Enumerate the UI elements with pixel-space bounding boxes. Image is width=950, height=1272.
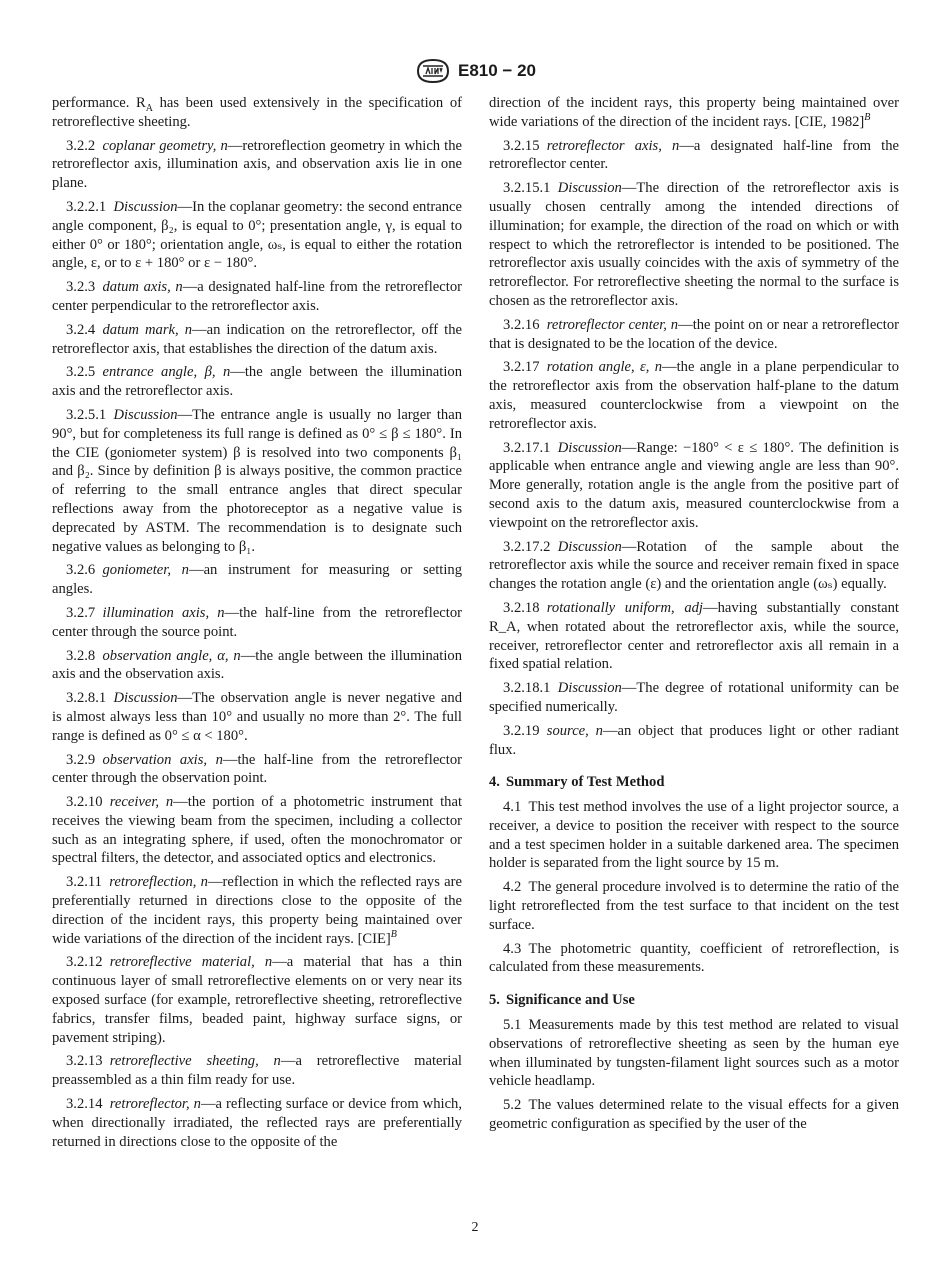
clause-number: 3.2.15.1 [503, 180, 551, 197]
paragraph-text-continued: has been used extensively in the specification of retroreflective sheeting. [52, 95, 462, 130]
definition-paragraph [52, 751, 462, 789]
clause-number: 3.2.12 [66, 954, 103, 971]
paragraph-text: —the angle between the illumination axis and the observation axis. [52, 647, 462, 683]
paragraph-text: —an object that produces light or other radiant flux. [489, 722, 899, 758]
clause-number: 3.2.15 [503, 137, 540, 154]
clause-number: 5.1 [503, 1017, 522, 1034]
definition-paragraph [489, 358, 899, 433]
paragraph-text: —In the coplanar geometry: the second entrance angle component, β₂, is equal to 0°; presentation angle, γ, is equal to either 0° or 180°; orientation angle, ωₛ, is equal to either the rotation angle, ε, or to ε + 180° or ε − 180°. [52, 198, 462, 272]
page-number: 2 [471, 1220, 479, 1235]
clause-number: 4.1 [503, 799, 522, 816]
clause-number: 3.2.3 [66, 279, 96, 296]
clause-number: 3.2.14 [66, 1096, 103, 1113]
paragraph-text: direction of the incident rays, this property being maintained over wide variations of the direction of the incident rays. [CIE, 1982] [489, 95, 899, 130]
clause-number: 3.2.11 [66, 874, 102, 891]
paragraph-text: —an indication on the retroreflector, off the retroreflector axis, that establishes the direction of the datum axis. [52, 321, 462, 357]
definition-paragraph [52, 278, 462, 316]
defined-term: Discussion [113, 198, 178, 215]
defined-term: retroreflective material, n [109, 954, 273, 971]
paragraph-text: —the portion of a photometric instrument that receives the viewing beam from the specimen, including a collector such as an integrating sphere, if used, often the monochromator or spectral filters, the detector, and associated optics and electronics. [52, 794, 462, 867]
defined-term: retroreflective sheeting, n [109, 1053, 281, 1070]
clause-number: 3.2.17.1 [503, 439, 551, 456]
footnote-reference: B [390, 928, 397, 940]
paragraph-text: —reflection in which the reflected rays are preferentially returned in directions close to the opposite of the direction of the incident rays, this property being maintained over wide variations of the direction of the incident rays. [CIE] [52, 874, 462, 947]
subscript: A [145, 102, 153, 114]
defined-term: illumination axis, n [102, 604, 225, 621]
clause-number: 3.2.19 [503, 722, 540, 739]
defined-term: Discussion [557, 538, 622, 555]
paragraph-text: —a designated half-line from the retroreflector center perpendicular to the retroreflector axis. [52, 279, 462, 314]
defined-term: Discussion [113, 406, 178, 423]
definition-paragraph [52, 1095, 462, 1151]
page-header [0, 58, 950, 84]
defined-term: datum mark, n [102, 321, 192, 338]
paragraph-text: performance. R [52, 95, 146, 111]
definition-paragraph [489, 599, 899, 674]
definition-paragraph [489, 137, 899, 175]
paragraph-text: —a material that has a thin continuous layer of small retroreflective elements on or very near its exposed surface (for example, retroreflective sheeting, retroreflective fabrics, transfer films, beaded paint, highway surface signs, or pavement striping). [52, 954, 463, 1046]
astm-logo-icon [414, 58, 452, 84]
paragraph-text: —the angle in a plane perpendicular to the retroreflector axis from the observation half-plane to the datum axis, measured counterclockwise from a viewpoint on the retroreflector axis. [489, 359, 899, 432]
clause-number: 5.2 [503, 1097, 522, 1114]
section-heading [489, 773, 899, 792]
paragraph-text: —Rotation of the sample about the retroreflector axis while the source and receiver remain fixed in space changes the rotation angle (ε) and the orientation angle (ωₛ) equally. [489, 538, 899, 593]
clause-number: 3.2.4 [66, 321, 96, 338]
paragraph-text: —The degree of rotational uniformity can be specified numerically. [489, 680, 899, 715]
section-heading [489, 991, 899, 1010]
defined-term: Discussion [557, 680, 622, 697]
clause-number: 3.2.10 [66, 794, 103, 811]
clause-number: 3.2.5.1 [66, 406, 107, 423]
defined-term: coplanar geometry, n [102, 137, 228, 154]
definition-paragraph [52, 406, 462, 556]
clause-number: 3.2.18 [503, 599, 540, 616]
clause-number: 3.2.13 [66, 1053, 103, 1070]
paragraph-text: —the half-line from the retroreflector center through the observation point. [52, 751, 462, 787]
clause-number: 3.2.18.1 [503, 680, 551, 697]
body-paragraph [489, 798, 899, 873]
paragraph-text: —the angle between the illumination axis and the retroreflector axis. [52, 364, 462, 400]
paragraph-text: Measurements made by this test method are related to visual observations of retroreflective sheeting as seen by the human eye when illuminated by tungsten-filament light sources such as a motor vehicle headlamp. [489, 1017, 899, 1090]
paragraph-text: The photometric quantity, coefficient of retroreflection, is calculated from these measurements. [489, 940, 899, 976]
defined-term: observation angle, α, n [102, 647, 241, 664]
defined-term: retroreflector, n [109, 1096, 201, 1113]
defined-term: Discussion [557, 439, 622, 456]
footnote-reference: B [864, 111, 871, 123]
definition-paragraph [52, 321, 462, 359]
definition-paragraph [489, 538, 899, 594]
body-paragraph [489, 1096, 899, 1134]
definition-paragraph [489, 439, 899, 533]
definition-paragraph [52, 873, 462, 948]
clause-number: 3.2.17 [503, 359, 540, 376]
paragraph-text: —a designated half-line from the retroreflector center. [489, 137, 899, 173]
defined-term: rotationally uniform, adj [546, 599, 703, 616]
definition-paragraph [52, 793, 462, 868]
section-title: Significance and Use [505, 992, 635, 1009]
body-paragraph [489, 878, 899, 934]
clause-number: 3.2.7 [66, 604, 96, 621]
defined-term: rotation angle, ε, n [546, 359, 663, 376]
paragraph-text: —a retroreflective material preassembled as a thin film ready for use. [52, 1053, 462, 1089]
definition-paragraph [52, 689, 462, 745]
definition-paragraph [52, 363, 462, 401]
definition-paragraph [52, 198, 462, 273]
paragraph-text: This test method involves the use of a light projector source, a receiver, a device to position the receiver with respect to the source and a test specimen holder in a suitable darkened area. The specimen holder is separated from the light source by 15 m. [489, 799, 899, 872]
paragraph-text: —the half-line from the retroreflector center through the source point. [52, 604, 462, 640]
definition-paragraph [489, 722, 899, 760]
clause-number: 3.2.8 [66, 647, 96, 664]
definition-paragraph [52, 604, 462, 642]
body-paragraph [489, 94, 899, 132]
paragraph-text: —The entrance angle is usually no larger than 90°, but for completeness its full range is defined as 0° ≤ β ≤ 180°. In the CIE (goniometer system) β is resolved into two components β₁ and β₂. Since by definition β is always positive, the common practice of referring to the small entrance angles that direct specular reflections away from the photoreceptor as a negative value is deprecated by ASTM. The recommendation is to designate such negative values as belonging to β₁. [52, 406, 462, 555]
clause-number: 3.2.2.1 [66, 198, 107, 215]
clause-number: 4.2 [503, 879, 522, 896]
defined-term: retroreflector axis, n [546, 137, 680, 154]
paragraph-text: The values determined relate to the visual effects for a given geometric configuration as specified by the user of the [489, 1097, 899, 1133]
clause-number: 4.3 [503, 940, 522, 957]
definition-paragraph [52, 953, 462, 1047]
paragraph-text: —the point on or near a retroreflector that is designated to be the location of the device. [489, 316, 899, 352]
defined-term: retroreflector center, n [546, 316, 679, 333]
definition-paragraph [52, 647, 462, 685]
defined-term: source, n [546, 722, 603, 739]
body-paragraph [52, 94, 462, 132]
section-title: Summary of Test Method [505, 774, 665, 791]
clause-number: 3.2.8.1 [66, 690, 107, 707]
definition-paragraph [489, 679, 899, 717]
paragraph-text: —The direction of the retroreflector axis is usually chosen centrally among the intended directions of illumination; for example, the direction of the road on which or with respect to which the retroreflector is intended to be positioned. The retroreflector axis usually coincides with the axis of symmetry of the retroreflector. For retroreflective sheeting the normal to the surface is chosen as the retroreflector axis. [489, 180, 899, 309]
clause-number: 3.2.6 [66, 562, 96, 579]
clause-number: 3.2.16 [503, 316, 540, 333]
defined-term: Discussion [557, 180, 622, 197]
definition-paragraph [52, 1052, 462, 1090]
body-paragraph [489, 1016, 899, 1091]
paragraph-text: —a reflecting surface or device from which, when directionally irradiated, the reflected rays are preferentially returned in directions close to the opposite of the [52, 1096, 462, 1150]
paragraph-text: —an instrument for measuring or setting angles. [52, 562, 462, 598]
clause-number: 3.2.17.2 [503, 538, 551, 555]
definition-paragraph [52, 561, 462, 599]
clause-number: 3.2.9 [66, 751, 96, 768]
defined-term: observation axis, n [102, 751, 223, 768]
paragraph-text: —retroreflection geometry in which the retroreflector axis, illumination axis, and observation axis lie in one plane. [52, 137, 462, 192]
definition-paragraph [52, 137, 462, 193]
body-paragraph [489, 940, 899, 978]
defined-term: receiver, n [109, 794, 174, 811]
clause-number: 3.2.2 [66, 137, 96, 154]
definition-paragraph [489, 316, 899, 354]
definition-paragraph [489, 179, 899, 311]
defined-term: retroreflection, n [109, 874, 208, 891]
paragraph-text: The general procedure involved is to determine the ratio of the light retroreflected from the test surface to that incident on the test surface. [489, 879, 899, 933]
defined-term: Discussion [113, 690, 178, 707]
right-column [489, 94, 899, 1139]
paragraph-text: —The observation angle is never negative and is almost always less than 10° and usually no more than 2°. The full range is defined as 0° ≤ α < 180°. [52, 690, 462, 744]
defined-term: entrance angle, β, n [102, 364, 231, 381]
defined-term: datum axis, n [102, 279, 183, 296]
clause-number: 3.2.5 [66, 364, 96, 381]
standard-id: E810 − 20 [458, 61, 536, 80]
left-column [52, 94, 462, 1156]
defined-term: goniometer, n [102, 562, 189, 579]
paragraph-text: —Range: −180° < ε ≤ 180°. The definition is applicable when entrance angle and viewing angle are less than 90°. More generally, rotation angle is the angle from the positive part of second axis to the datum axis, measured counterclockwise from a viewpoint on the retroreflector axis. [489, 439, 899, 531]
section-number: 5. [489, 992, 500, 1009]
paragraph-text: —having substantially constant R_A, when rotated about the retroreflector axis, while the source, receiver, retroreflector center and retroreflector axis all remain in a fixed spatial relation. [489, 599, 899, 673]
section-number: 4. [489, 774, 500, 791]
